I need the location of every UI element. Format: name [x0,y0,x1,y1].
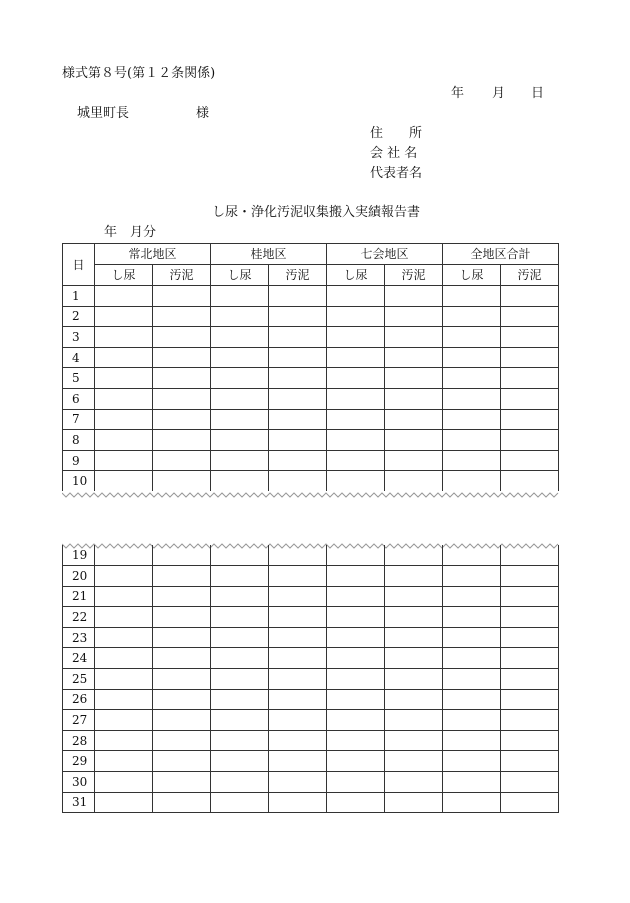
district-header-nanakai: 七会地区 [327,244,443,265]
data-cell[interactable] [211,471,269,492]
table-break-top [62,490,560,500]
data-cell[interactable] [95,792,153,813]
data-cell[interactable] [327,586,385,607]
data-cell[interactable] [443,471,501,492]
data-cell[interactable] [211,347,269,368]
day-number: 31 [63,792,95,813]
data-cell[interactable] [153,327,211,348]
data-cell[interactable] [95,471,153,492]
data-cell[interactable] [211,327,269,348]
data-cell[interactable] [211,450,269,471]
table-row [63,306,559,327]
day-header: 日 [63,244,95,286]
data-cell[interactable] [385,772,443,793]
data-cell[interactable] [269,648,327,669]
data-cell[interactable] [153,388,211,409]
date-year-label: 年 [451,86,465,101]
data-cell[interactable] [501,450,559,471]
data-cell[interactable] [385,368,443,389]
data-cell[interactable] [327,772,385,793]
day-number: 4 [63,347,95,368]
data-cell[interactable] [327,751,385,772]
day-number: 23 [63,627,95,648]
data-cell[interactable] [443,607,501,628]
data-cell[interactable] [95,751,153,772]
data-cell[interactable] [443,710,501,731]
subheader-shinyo: し尿 [327,265,385,286]
subheader-odei: 汚泥 [269,265,327,286]
data-cell[interactable] [501,388,559,409]
data-cell[interactable] [95,327,153,348]
data-cell[interactable] [443,627,501,648]
data-cell[interactable] [327,710,385,731]
data-cell[interactable] [327,730,385,751]
form-number: 様式第８号(第１２条関係) [62,66,216,81]
table-row [63,751,559,772]
district-header-katsura: 桂地区 [211,244,327,265]
date-month-label: 月 [492,86,506,101]
district-header-jouhoku: 常北地区 [95,244,211,265]
table-row [63,286,559,307]
data-cell[interactable] [443,689,501,710]
day-number: 9 [63,450,95,471]
data-cell[interactable] [385,566,443,587]
sender-company-label: 会 社 名 [370,146,418,161]
data-cell[interactable] [327,388,385,409]
report-table-bottom [62,545,559,813]
day-number: 24 [63,648,95,669]
data-cell[interactable] [501,710,559,731]
data-cell[interactable] [95,730,153,751]
data-cell[interactable] [327,306,385,327]
table-row [63,471,559,492]
addressee-name: 城里町長 [77,106,130,121]
day-number: 10 [63,471,95,492]
table-row [63,669,559,690]
data-cell[interactable] [269,430,327,451]
data-cell[interactable] [501,368,559,389]
data-cell[interactable] [153,627,211,648]
period-label: 年 月分 [104,225,157,240]
table-row [63,545,559,566]
data-cell[interactable] [153,689,211,710]
data-cell[interactable] [501,607,559,628]
data-cell[interactable] [327,430,385,451]
data-cell[interactable] [501,586,559,607]
data-cell[interactable] [95,306,153,327]
data-cell[interactable] [269,368,327,389]
data-cell[interactable] [95,586,153,607]
table-row [63,450,559,471]
data-cell[interactable] [327,409,385,430]
data-cell[interactable] [501,627,559,648]
data-cell[interactable] [95,430,153,451]
day-number: 21 [63,586,95,607]
data-cell[interactable] [153,545,211,566]
data-cell[interactable] [153,607,211,628]
table-row [63,607,559,628]
data-cell[interactable] [95,648,153,669]
data-cell[interactable] [385,669,443,690]
data-cell[interactable] [269,792,327,813]
date-day-label: 日 [531,86,545,101]
data-cell[interactable] [385,471,443,492]
data-cell[interactable] [443,327,501,348]
data-cell[interactable] [385,710,443,731]
data-cell[interactable] [269,327,327,348]
data-cell[interactable] [269,772,327,793]
day-number: 6 [63,388,95,409]
data-cell[interactable] [327,648,385,669]
data-cell[interactable] [269,306,327,327]
data-cell[interactable] [211,710,269,731]
data-cell[interactable] [211,751,269,772]
data-cell[interactable] [385,286,443,307]
table-row [63,409,559,430]
data-cell[interactable] [501,430,559,451]
data-cell[interactable] [211,689,269,710]
data-cell[interactable] [501,306,559,327]
data-cell[interactable] [211,730,269,751]
data-cell[interactable] [327,607,385,628]
data-cell[interactable] [443,545,501,566]
data-cell[interactable] [211,772,269,793]
data-cell[interactable] [443,306,501,327]
data-cell[interactable] [443,669,501,690]
data-cell[interactable] [211,409,269,430]
data-cell[interactable] [153,566,211,587]
day-number: 19 [63,545,95,566]
data-cell[interactable] [153,751,211,772]
data-cell[interactable] [211,286,269,307]
data-cell[interactable] [443,566,501,587]
data-cell[interactable] [385,347,443,368]
data-cell[interactable] [95,286,153,307]
data-cell[interactable] [153,772,211,793]
subheader-shinyo: し尿 [211,265,269,286]
data-cell[interactable] [443,586,501,607]
data-cell[interactable] [95,409,153,430]
data-cell[interactable] [501,286,559,307]
data-cell[interactable] [501,471,559,492]
data-cell[interactable] [269,751,327,772]
table-row [63,730,559,751]
table-row [63,792,559,813]
data-cell[interactable] [327,286,385,307]
data-cell[interactable] [269,286,327,307]
data-cell[interactable] [385,450,443,471]
data-cell[interactable] [443,792,501,813]
day-number: 29 [63,751,95,772]
data-cell[interactable] [211,430,269,451]
day-number: 2 [63,306,95,327]
data-cell[interactable] [501,648,559,669]
data-cell[interactable] [269,450,327,471]
data-cell[interactable] [385,327,443,348]
data-cell[interactable] [153,409,211,430]
data-cell[interactable] [385,751,443,772]
subheader-odei: 汚泥 [501,265,559,286]
data-cell[interactable] [211,586,269,607]
data-cell[interactable] [327,450,385,471]
data-cell[interactable] [501,566,559,587]
data-cell[interactable] [153,347,211,368]
data-cell[interactable] [153,430,211,451]
data-cell[interactable] [211,545,269,566]
table-row [63,627,559,648]
day-number: 5 [63,368,95,389]
data-cell[interactable] [501,792,559,813]
data-cell[interactable] [95,545,153,566]
day-number: 20 [63,566,95,587]
data-cell[interactable] [153,792,211,813]
data-cell[interactable] [385,306,443,327]
table-row [63,586,559,607]
data-cell[interactable] [443,388,501,409]
data-cell[interactable] [153,669,211,690]
data-cell[interactable] [501,689,559,710]
data-cell[interactable] [327,545,385,566]
data-cell[interactable] [443,368,501,389]
day-number: 8 [63,430,95,451]
data-cell[interactable] [443,347,501,368]
data-cell[interactable] [443,286,501,307]
data-cell[interactable] [269,730,327,751]
data-cell[interactable] [95,772,153,793]
report-table-top [62,243,559,491]
table-row [63,430,559,451]
data-cell[interactable] [153,471,211,492]
day-number: 28 [63,730,95,751]
day-number: 3 [63,327,95,348]
subheader-shinyo: し尿 [443,265,501,286]
data-cell[interactable] [385,607,443,628]
data-cell[interactable] [443,772,501,793]
data-cell[interactable] [269,689,327,710]
data-cell[interactable] [385,409,443,430]
table-row [63,368,559,389]
data-cell[interactable] [153,648,211,669]
data-cell[interactable] [443,409,501,430]
day-number: 22 [63,607,95,628]
data-cell[interactable] [269,586,327,607]
data-cell[interactable] [95,566,153,587]
data-cell[interactable] [153,450,211,471]
data-cell[interactable] [327,792,385,813]
data-cell[interactable] [385,586,443,607]
table-row [63,388,559,409]
data-cell[interactable] [269,710,327,731]
data-cell[interactable] [385,388,443,409]
data-cell[interactable] [327,347,385,368]
data-cell[interactable] [327,368,385,389]
day-number: 30 [63,772,95,793]
table-row [63,710,559,731]
data-cell[interactable] [153,306,211,327]
data-cell[interactable] [327,327,385,348]
data-cell[interactable] [443,751,501,772]
table-row [63,772,559,793]
district-header-total: 全地区合計 [443,244,559,265]
data-cell[interactable] [269,471,327,492]
table-row [63,648,559,669]
data-cell[interactable] [501,751,559,772]
day-number: 26 [63,689,95,710]
data-cell[interactable] [153,730,211,751]
data-cell[interactable] [501,327,559,348]
data-cell[interactable] [211,648,269,669]
day-number: 25 [63,669,95,690]
data-cell[interactable] [385,545,443,566]
addressee-honorific: 様 [196,106,210,121]
table-row [63,689,559,710]
data-cell[interactable] [269,347,327,368]
data-cell[interactable] [95,710,153,731]
data-cell[interactable] [211,306,269,327]
data-cell[interactable] [327,627,385,648]
data-cell[interactable] [269,545,327,566]
data-cell[interactable] [501,772,559,793]
data-cell[interactable] [269,607,327,628]
data-cell[interactable] [501,409,559,430]
data-cell[interactable] [501,347,559,368]
data-cell[interactable] [327,689,385,710]
data-cell[interactable] [153,286,211,307]
data-cell[interactable] [211,607,269,628]
data-cell[interactable] [211,368,269,389]
data-cell[interactable] [95,689,153,710]
data-cell[interactable] [385,792,443,813]
day-number: 27 [63,710,95,731]
data-cell[interactable] [443,730,501,751]
data-cell[interactable] [501,669,559,690]
data-cell[interactable] [211,388,269,409]
data-cell[interactable] [443,648,501,669]
data-cell[interactable] [211,566,269,587]
data-cell[interactable] [95,627,153,648]
data-cell[interactable] [95,450,153,471]
data-cell[interactable] [153,368,211,389]
data-cell[interactable] [385,627,443,648]
data-cell[interactable] [211,669,269,690]
data-cell[interactable] [269,669,327,690]
data-cell[interactable] [385,689,443,710]
data-cell[interactable] [95,347,153,368]
document-title: し尿・浄化汚泥収集搬入実績報告書 [212,205,421,220]
data-cell[interactable] [153,710,211,731]
sender-representative-label: 代表者名 [370,166,423,181]
data-cell[interactable] [501,730,559,751]
data-cell[interactable] [443,430,501,451]
data-cell[interactable] [95,607,153,628]
data-cell[interactable] [327,471,385,492]
table-row [63,347,559,368]
data-cell[interactable] [501,545,559,566]
data-cell[interactable] [95,669,153,690]
data-cell[interactable] [385,430,443,451]
table-row [63,327,559,348]
data-cell[interactable] [327,669,385,690]
data-cell[interactable] [327,566,385,587]
data-cell[interactable] [269,388,327,409]
subheader-shinyo: し尿 [95,265,153,286]
data-cell[interactable] [153,586,211,607]
subheader-odei: 汚泥 [385,265,443,286]
table-row [63,566,559,587]
data-cell[interactable] [211,627,269,648]
subheader-odei: 汚泥 [153,265,211,286]
data-cell[interactable] [443,450,501,471]
data-cell[interactable] [95,388,153,409]
day-number: 7 [63,409,95,430]
data-cell[interactable] [269,627,327,648]
day-number: 1 [63,286,95,307]
data-cell[interactable] [211,792,269,813]
data-cell[interactable] [95,368,153,389]
data-cell[interactable] [385,730,443,751]
data-cell[interactable] [385,648,443,669]
data-cell[interactable] [269,409,327,430]
sender-address-label: 住 所 [370,126,423,141]
data-cell[interactable] [269,566,327,587]
